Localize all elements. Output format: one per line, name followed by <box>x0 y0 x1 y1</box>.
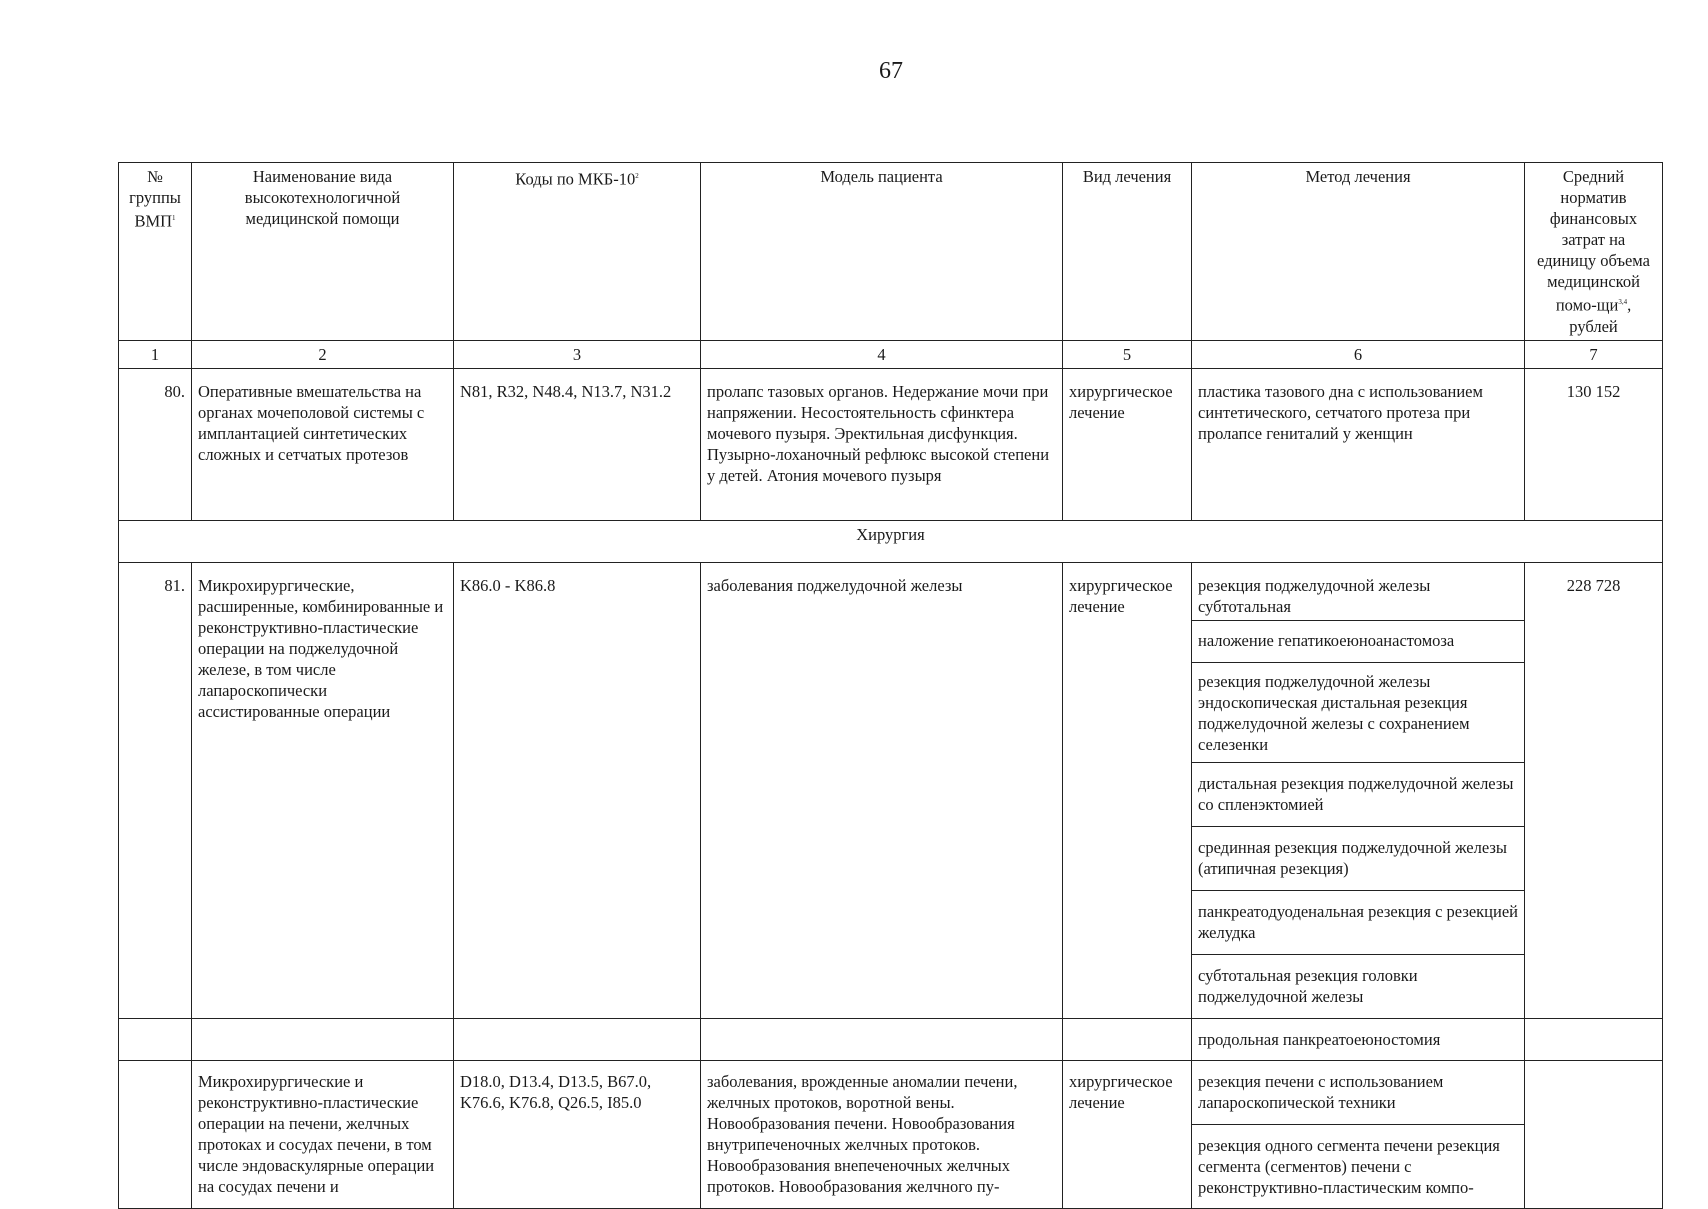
empty-cell <box>119 1018 192 1060</box>
average-cost: 130 152 <box>1525 368 1663 520</box>
empty-cell <box>454 1018 701 1060</box>
icd-codes: N81, R32, N48.4, N13.7, N31.2 <box>454 368 701 520</box>
treatment-method: резекция одного сегмента печени резекция сегмента (сегментов) печени с реконструктивно-пластическим компо- <box>1192 1124 1525 1208</box>
average-cost: 228 728 <box>1525 562 1663 1018</box>
treatment-method: субтотальная резекция головки поджелудочной железы <box>1192 954 1525 1018</box>
column-number: 3 <box>454 340 701 368</box>
treatment-type: хирургическое лечение <box>1063 1060 1192 1208</box>
treatment-method: резекция печени с использованием лапароскопической техники <box>1192 1060 1525 1124</box>
column-number-row <box>119 340 1663 368</box>
treatment-method: продольная панкреатоеюностомия <box>1192 1018 1525 1060</box>
patient-model: заболевания поджелудочной железы <box>701 562 1063 1018</box>
column-number: 7 <box>1525 340 1663 368</box>
treatment-type: хирургическое лечение <box>1063 562 1192 1018</box>
treatment-method: пластика тазового дна с использованием синтетического, сетчатого протеза при пролапсе гениталий у женщин <box>1192 368 1525 520</box>
care-type-name: Оперативные вмешательства на органах мочеполовой системы с имплантацией синтетических сложных и сетчатых протезов <box>192 368 454 520</box>
vmp-table <box>118 162 1663 1209</box>
header-treatment-method: Метод лечения <box>1192 163 1525 341</box>
empty-cell <box>192 1018 454 1060</box>
column-number: 6 <box>1192 340 1525 368</box>
header-icd-codes: Коды по МКБ-$10^2$ <box>454 163 701 341</box>
table-row <box>119 1018 1663 1060</box>
patient-model: пролапс тазовых органов. Недержание мочи при напряжении. Несостоятельность сфинктера мочевого пузыря. Эректильная дисфункция. Пузырно-лоханочный рефлюкс высокой степени у детей. Атония мочевого пузыря <box>701 368 1063 520</box>
treatment-method: резекция поджелудочной железы эндоскопическая дистальная резекция поджелудочной железы с сохранением селезенки <box>1192 662 1525 762</box>
section-title: Хирургия <box>119 520 1663 562</box>
care-type-name: Микрохирургические, расширенные, комбинированные и реконструктивно-пластические операции на поджелудочной железе, в том числе лапароскопически ассистированные операции <box>192 562 454 1018</box>
treatment-method: панкреатодуоденальная резекция с резекцией желудка <box>1192 890 1525 954</box>
header-treatment-type: Вид лечения <box>1063 163 1192 341</box>
table-row <box>119 368 1663 520</box>
treatment-type: хирургическое лечение <box>1063 368 1192 520</box>
column-number: 4 <box>701 340 1063 368</box>
header-average-cost: Средний норматив финансовых затрат на единицу объема медицинской помо-щи$^{3,4}$, рублей <box>1525 163 1663 341</box>
column-number: 5 <box>1063 340 1192 368</box>
treatment-method: дистальная резекция поджелудочной железы со спленэктомией <box>1192 762 1525 826</box>
empty-cell <box>119 1060 192 1208</box>
group-number: 80. <box>119 368 192 520</box>
column-number: 2 <box>192 340 454 368</box>
column-number: 1 <box>119 340 192 368</box>
empty-cell <box>701 1018 1063 1060</box>
empty-cell <box>1063 1018 1192 1060</box>
header-patient-model: Модель пациента <box>701 163 1063 341</box>
care-type-name: Микрохирургические и реконструктивно-пластические операции на печени, желчных протоках и сосудах печени, в том числе эндоваскулярные операции на сосудах печени и <box>192 1060 454 1208</box>
group-number: 81. <box>119 562 192 1018</box>
section-row <box>119 520 1663 562</box>
treatment-method: срединная резекция поджелудочной железы (атипичная резекция) <box>1192 826 1525 890</box>
header-care-type: Наименование вида высокотехнологичной медицинской помощи <box>192 163 454 341</box>
page-number: 67 <box>879 58 903 84</box>
table-row <box>119 1060 1663 1124</box>
header-group-number: № группы ВМП$^1$ <box>119 163 192 341</box>
table-row <box>119 562 1663 620</box>
icd-codes: K86.0 - K86.8 <box>454 562 701 1018</box>
empty-cell <box>1525 1060 1663 1208</box>
treatment-method: наложение гепатикоеюноанастомоза <box>1192 620 1525 662</box>
table-header <box>119 163 1663 341</box>
icd-codes: D18.0, D13.4, D13.5, B67.0, K76.6, K76.8, Q26.5, I85.0 <box>454 1060 701 1208</box>
treatment-method: резекция поджелудочной железы субтотальная <box>1192 562 1525 620</box>
patient-model: заболевания, врожденные аномалии печени, желчных протоков, воротной вены. Новообразования печени. Новообразования внутрипеченочных желчных протоков. Новообразования внепеченочных желчных протоков. Новообразования желчного пу- <box>701 1060 1063 1208</box>
empty-cell <box>1525 1018 1663 1060</box>
